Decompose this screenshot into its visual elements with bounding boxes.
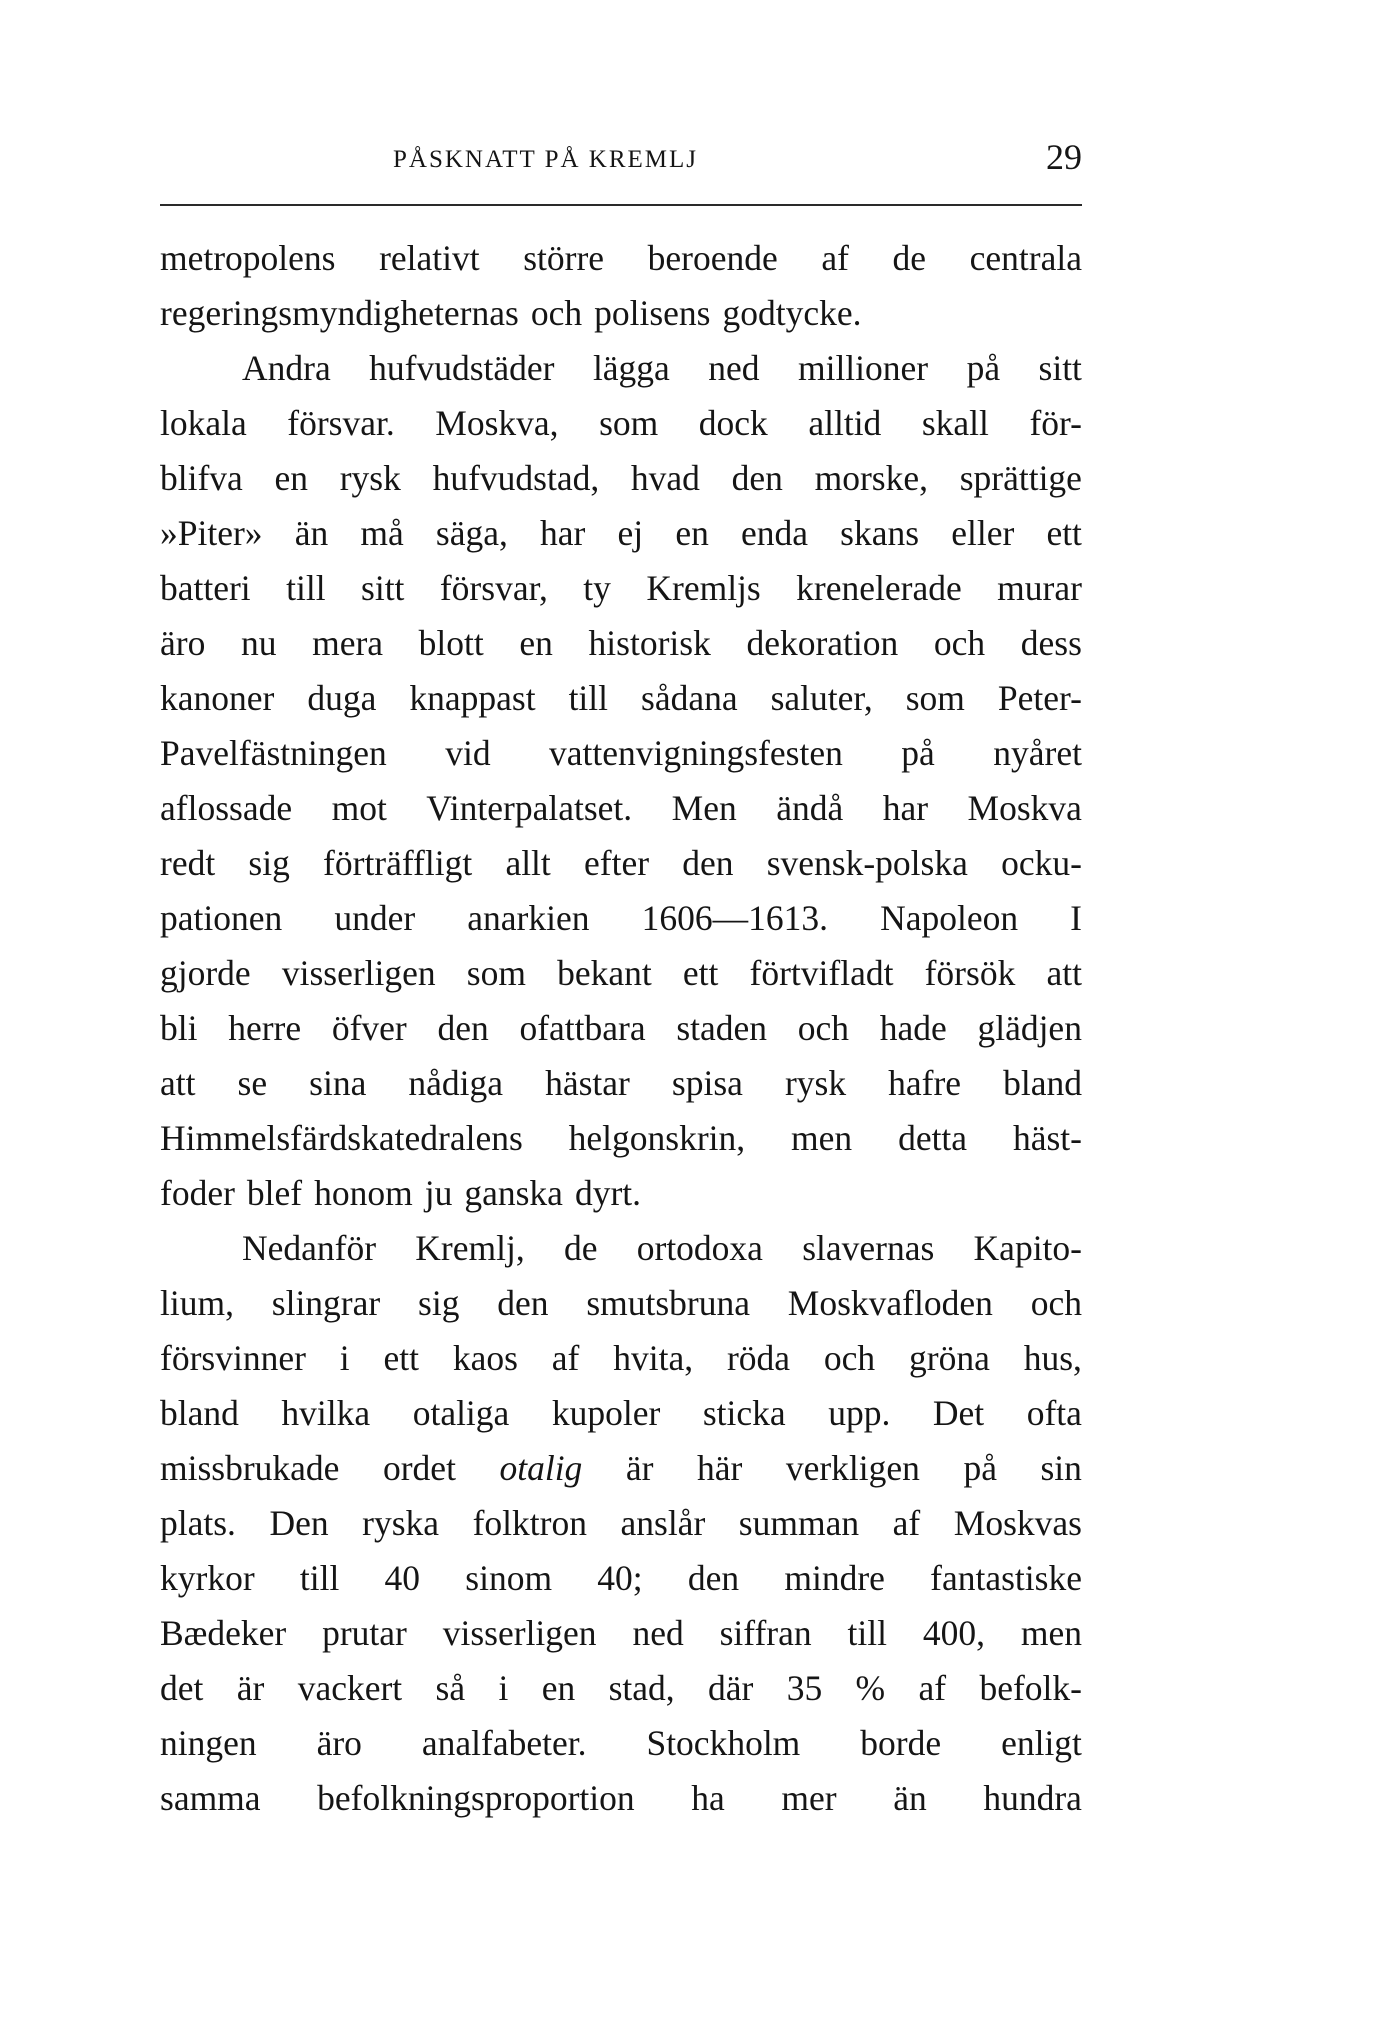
word: befolkningsproportion (317, 1778, 635, 1818)
word: blott (418, 623, 484, 663)
text-line (160, 1221, 1082, 1276)
text-line (160, 561, 1082, 616)
word: bland (160, 1393, 239, 1433)
word: förträffligt (323, 843, 473, 883)
word: är (625, 1448, 654, 1488)
word: sitt (1038, 348, 1082, 388)
word: hafre (888, 1063, 962, 1103)
word: lium, (160, 1283, 234, 1323)
word: Kremlj, (415, 1228, 525, 1268)
word: hade (879, 1008, 947, 1048)
word: sprättige (959, 458, 1082, 498)
text-line (160, 1111, 1082, 1166)
word: är (236, 1668, 265, 1708)
word: som (466, 953, 526, 993)
word: större (523, 238, 605, 278)
text-line (160, 781, 1082, 836)
running-head (160, 137, 1082, 191)
word: sina (309, 1063, 367, 1103)
text-line (160, 451, 1082, 506)
word: spisa (671, 1063, 743, 1103)
page-number: 29 (1046, 137, 1082, 177)
word: polisens (594, 293, 711, 333)
word: aflossade (160, 788, 293, 828)
header-rule (160, 204, 1082, 206)
word: ryska (362, 1503, 440, 1543)
text-line (160, 671, 1082, 726)
word: hufvudstäder (369, 348, 555, 388)
text-line (160, 1661, 1082, 1716)
word: glädjen (977, 1008, 1082, 1048)
word: Pavelfästningen (160, 733, 387, 773)
word: som (905, 678, 965, 718)
word: den (497, 1283, 549, 1323)
word: så (435, 1668, 466, 1708)
word: försvinner (160, 1338, 306, 1378)
word: ett (1046, 513, 1082, 553)
word: 40; (597, 1558, 643, 1598)
word: sticka (702, 1393, 786, 1433)
word: en (541, 1668, 576, 1708)
word: gjorde (160, 953, 251, 993)
word: lokala (160, 403, 247, 443)
word: under (334, 898, 416, 938)
word: summan (738, 1503, 860, 1543)
word: folktron (472, 1503, 587, 1543)
word: till (286, 568, 326, 608)
word: I (1070, 898, 1082, 938)
word: saluter, (770, 678, 873, 718)
word: de (563, 1228, 598, 1268)
word: af (918, 1668, 947, 1708)
word: ofta (1026, 1393, 1082, 1433)
word: en (519, 623, 553, 663)
word: och (530, 293, 583, 333)
word: bekant (557, 953, 652, 993)
word: till (847, 1613, 887, 1653)
word: dock (698, 403, 768, 443)
word: enligt (1001, 1723, 1082, 1763)
word: missbrukade (160, 1448, 340, 1488)
word: kyrkor (160, 1558, 255, 1598)
word: ty (583, 568, 611, 608)
word: efter (584, 843, 650, 883)
word: nu (240, 623, 277, 663)
word: visserligen (442, 1613, 597, 1653)
word: mindre (784, 1558, 885, 1598)
word: Kapito- (973, 1228, 1082, 1268)
word: bland (1003, 1063, 1082, 1103)
word: häst- (1012, 1118, 1082, 1158)
word: krenelerade (796, 568, 962, 608)
word: slingrar (271, 1283, 381, 1323)
text-line (160, 836, 1082, 891)
word: säga, (435, 513, 508, 553)
word: Kremljs (646, 568, 761, 608)
word: sådana (641, 678, 738, 718)
word: morske, (814, 458, 928, 498)
text-line (160, 1276, 1082, 1331)
text-line (160, 891, 1082, 946)
text-line (160, 1551, 1082, 1606)
word: ganska (464, 1173, 563, 1213)
word: på (901, 733, 935, 773)
text-line (160, 946, 1082, 1001)
word: af (892, 1503, 921, 1543)
word: på (966, 348, 1001, 388)
word: har (882, 788, 929, 828)
word: borde (860, 1723, 942, 1763)
word: ändå (776, 788, 844, 828)
word: här (696, 1448, 743, 1488)
word: 35 (786, 1668, 823, 1708)
word: relativt (379, 238, 480, 278)
word: hvilka (281, 1393, 371, 1433)
word: ett (682, 953, 719, 993)
text-line (160, 1001, 1082, 1056)
word: och (1030, 1283, 1082, 1323)
word: alltid (808, 403, 882, 443)
word: allt (505, 843, 551, 883)
word: Himmelsfärdskatedralens (160, 1118, 523, 1158)
text-line (160, 726, 1082, 781)
word: slavernas (802, 1228, 935, 1268)
text-line (160, 506, 1082, 561)
word: metropolens (160, 238, 336, 278)
word: ej (617, 513, 644, 553)
word: vid (445, 733, 491, 773)
word: % (855, 1668, 886, 1708)
word: dyrt. (574, 1173, 642, 1213)
word: den (682, 843, 734, 883)
word: staden (676, 1008, 768, 1048)
word: till (568, 678, 609, 718)
word: anarkien (467, 898, 590, 938)
word: helgonskrin, (568, 1118, 746, 1158)
word: att (160, 1063, 196, 1103)
running-title: PÅSKNATT PÅ KREMLJ (393, 146, 699, 173)
word: mera (312, 623, 384, 663)
word: af (551, 1338, 580, 1378)
word: se (237, 1063, 268, 1103)
word: hufvudstad, (432, 458, 600, 498)
word: förtvifladt (749, 953, 894, 993)
word: vackert (297, 1668, 403, 1708)
word: Bædeker (160, 1613, 287, 1653)
word: Napoleon (880, 898, 1019, 938)
word: röda (726, 1338, 791, 1378)
word: foder (160, 1173, 235, 1213)
word: beroende (647, 238, 778, 278)
word: svensk-polska (766, 843, 968, 883)
word: en (274, 458, 309, 498)
word: duga (307, 678, 377, 718)
word: som (599, 403, 659, 443)
word: ha (691, 1778, 725, 1818)
word: historisk (588, 623, 711, 663)
word: hundra (983, 1778, 1082, 1818)
word: att (1046, 953, 1082, 993)
word: fantastiske (930, 1558, 1082, 1598)
word: ortodoxa (636, 1228, 763, 1268)
word: »Piter» (160, 513, 263, 553)
text-line (160, 1716, 1082, 1771)
word: sitt (361, 568, 405, 608)
word: prutar (322, 1613, 407, 1653)
word: stad, (608, 1668, 675, 1708)
word: befolk- (979, 1668, 1082, 1708)
word: Den (269, 1503, 329, 1543)
word: ningen (160, 1723, 257, 1763)
word: millioner (797, 348, 929, 388)
word: anslår (620, 1503, 706, 1543)
text-line (160, 1496, 1082, 1551)
word: godtycke. (722, 293, 862, 333)
word: hvita, (613, 1338, 694, 1378)
word: försvar. (287, 403, 395, 443)
word: Moskva, (435, 403, 559, 443)
word: Peter- (997, 678, 1082, 718)
word: batteri (160, 568, 251, 608)
word: i (498, 1668, 509, 1708)
word: än (294, 513, 329, 553)
word: rysk (784, 1063, 847, 1103)
word: 40 (384, 1558, 421, 1598)
word: sinom (465, 1558, 553, 1598)
word: ett (383, 1338, 419, 1378)
word: skans (840, 513, 920, 553)
word: visserligen (281, 953, 436, 993)
text-line (160, 1166, 1082, 1221)
word: 1606—1613. (641, 898, 828, 938)
word: försök (924, 953, 1016, 993)
word: skall (921, 403, 989, 443)
word: knappast (409, 678, 536, 718)
word: bli (160, 1008, 198, 1048)
word: sin (1040, 1448, 1082, 1488)
word: ocku- (1001, 843, 1082, 883)
word: där (707, 1668, 754, 1708)
word: nyåret (993, 733, 1082, 773)
text-line (160, 1771, 1082, 1826)
word: blef (246, 1173, 303, 1213)
word: mot (331, 788, 387, 828)
word: Vinterpalatset. (426, 788, 633, 828)
word: herre (228, 1008, 302, 1048)
word: otaliga (412, 1393, 510, 1433)
word: blifva (160, 458, 243, 498)
word: men (1020, 1613, 1082, 1653)
word: än (893, 1778, 927, 1818)
word: Moskvas (953, 1503, 1082, 1543)
word: och (823, 1338, 876, 1378)
word: den (687, 1558, 740, 1598)
word: regeringsmyndigheternas (160, 293, 519, 333)
word: otalig (499, 1448, 583, 1488)
word: verkligen (785, 1448, 920, 1488)
word: äro (160, 623, 206, 663)
word: analfabeter. (421, 1723, 587, 1763)
text-line (160, 1331, 1082, 1386)
word: upp. (828, 1393, 891, 1433)
word: sig (248, 843, 290, 883)
text-line (160, 396, 1082, 451)
word: kaos (452, 1338, 518, 1378)
text-line (160, 1441, 1082, 1496)
text-line (160, 1056, 1082, 1111)
word: smutsbruna (586, 1283, 750, 1323)
word: ordet (382, 1448, 456, 1488)
text-line (160, 286, 1082, 341)
word: rysk (339, 458, 401, 498)
word: men (791, 1118, 853, 1158)
word: Nedanför (242, 1228, 377, 1268)
word: det (160, 1668, 204, 1708)
text-line (160, 341, 1082, 396)
word: Det (932, 1393, 985, 1433)
word: sig (418, 1283, 460, 1323)
word: kupoler (551, 1393, 661, 1433)
word: plats. (160, 1503, 236, 1543)
word: centrala (969, 238, 1082, 278)
word: nådiga (408, 1063, 504, 1103)
word: i (339, 1338, 350, 1378)
word: ofattbara (519, 1008, 646, 1048)
word: på (963, 1448, 997, 1488)
word: har (540, 513, 586, 553)
word: dess (1020, 623, 1082, 663)
word: Moskvafloden (787, 1283, 993, 1323)
text-line (160, 616, 1082, 671)
word: försvar, (439, 568, 548, 608)
word: enda (741, 513, 809, 553)
word: en (675, 513, 709, 553)
text-line (160, 231, 1082, 286)
word: af (821, 238, 849, 278)
word: äro (316, 1723, 362, 1763)
word: ned (708, 348, 760, 388)
word: hästar (545, 1063, 630, 1103)
word: eller (951, 513, 1015, 553)
word: för- (1029, 403, 1082, 443)
word: mer (781, 1778, 837, 1818)
word: samma (160, 1778, 261, 1818)
word: och (933, 623, 986, 663)
word: redt (160, 843, 216, 883)
word: Moskva (967, 788, 1082, 828)
word: öfver (331, 1008, 407, 1048)
word: hvad (630, 458, 700, 498)
word: hus, (1023, 1338, 1082, 1378)
word: murar (997, 568, 1082, 608)
word: till (299, 1558, 340, 1598)
word: dekoration (746, 623, 899, 663)
word: den (731, 458, 783, 498)
word: Men (671, 788, 737, 828)
word: vattenvigningsfesten (549, 733, 843, 773)
word: den (437, 1008, 489, 1048)
word: 400, (922, 1613, 985, 1653)
word: ju (424, 1173, 453, 1213)
text-line (160, 1606, 1082, 1661)
word: och (797, 1008, 849, 1048)
word: ned (632, 1613, 684, 1653)
word: må (360, 513, 404, 553)
word: gröna (909, 1338, 990, 1378)
word: de (892, 238, 927, 278)
word: lägga (592, 348, 670, 388)
word: Andra (242, 348, 331, 388)
word: honom (314, 1173, 413, 1213)
word: detta (898, 1118, 968, 1158)
word: kanoner (160, 678, 275, 718)
body-text (160, 231, 1082, 1826)
word: pationen (160, 898, 283, 938)
word: Stockholm (646, 1723, 801, 1763)
text-line (160, 1386, 1082, 1441)
word: siffran (719, 1613, 812, 1653)
